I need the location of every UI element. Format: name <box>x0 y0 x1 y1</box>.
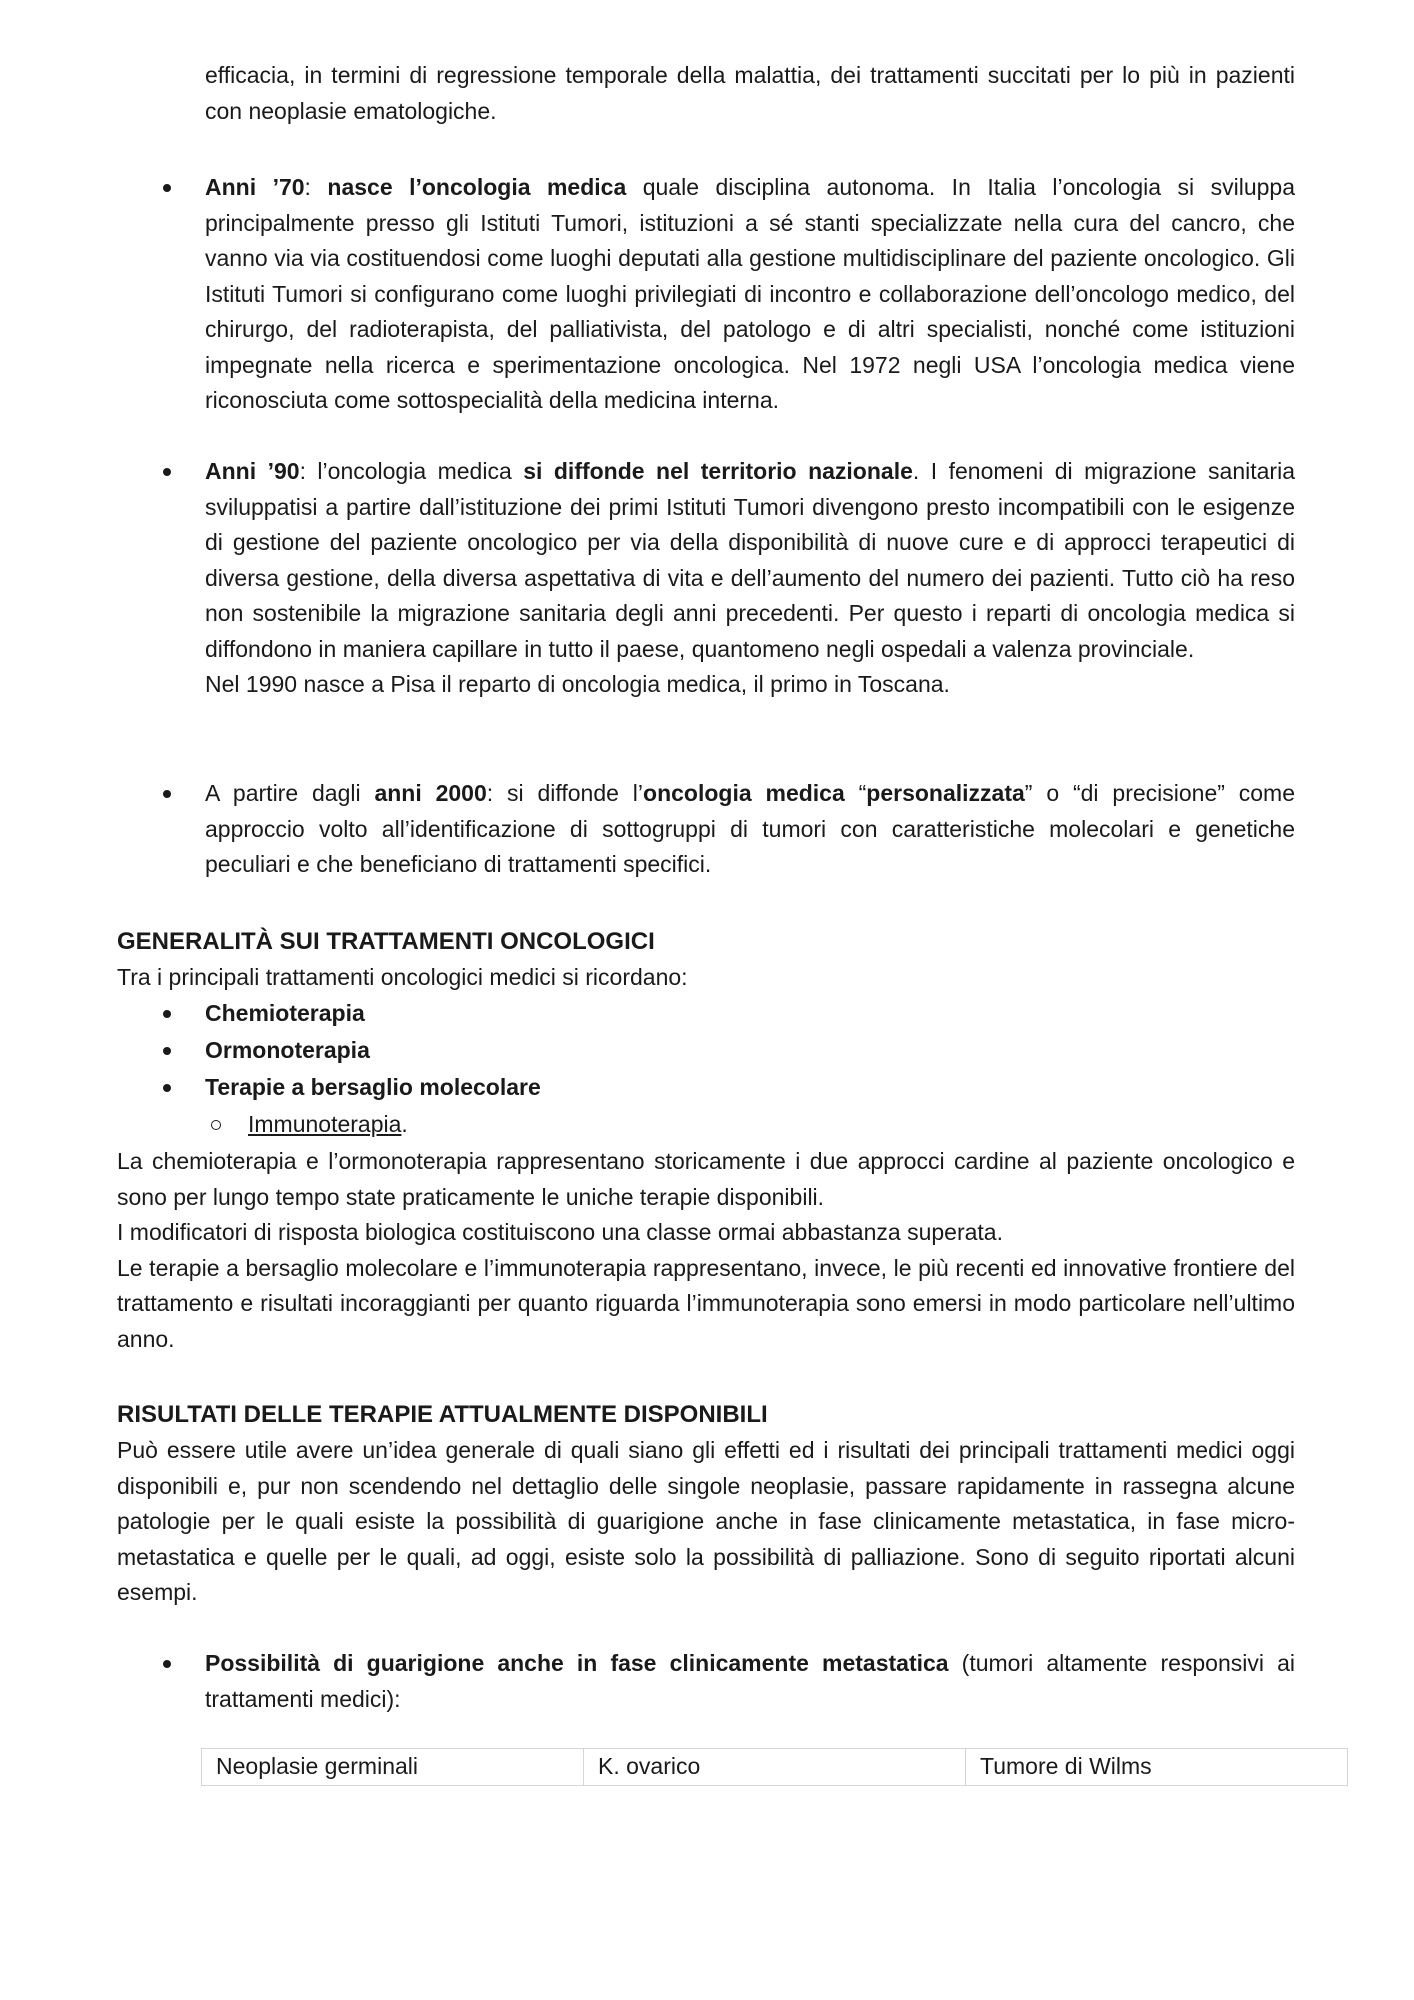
history-item-70s <box>205 170 1295 419</box>
results-paragraph: Può essere utile avere un’idea generale di quali siano gli effetti ed i risultati dei principali trattamenti medici oggi disponibili e, pur non scendendo nel dettaglio delle singole neoplasie, passare rapidamente in rassegna alcune patologie per le quali esiste la possibilità di guarigione anche in fase clinicamente metastatica, in fase micro-metastatica e quelle per le quali, ad oggi, esiste solo la possibilità di palliazione. Sono di seguito riportati alcuni esempi. <box>117 1437 1295 1605</box>
history-text: Anni ’70: nasce l’oncologia medica quale disciplina autonoma. In Italia l’oncologia si sviluppa principalmente presso gli Istituti Tumori, istituzioni a sé stanti specializzate nella cura del cancro, che vanno via via costituendosi come luoghi deputati alla gestione multidisciplinare del paziente oncologico. Gli Istituti Tumori si configurano come luoghi privilegiati di incontro e collaborazione dell’oncologo medico, del chirurgo, del radioterapista, del palliativista, del patologo e di altri specialisti, nonché come istituzioni impegnate nella ricerca e sperimentazione oncologica. Nel 1972 negli USA l’oncologia medica viene riconosciuta come sottospecialità della medicina interna. <box>205 174 1296 413</box>
history-extra-line: Nel 1990 nasce a Pisa il reparto di oncologia medica, il primo in Toscana. <box>205 671 950 697</box>
list-item: Terapie a bersaglio molecolare <box>205 1070 541 1107</box>
list-item: Ormonoterapia <box>205 1033 541 1070</box>
table-cell: Tumore di Wilms <box>966 1749 1348 1786</box>
paragraph: I modificatori di risposta biologica costituiscono una classe ormai abbastanza superata. <box>117 1219 1003 1245</box>
history-item-2000s <box>205 776 1295 883</box>
intro-paragraph: efficacia, in termini di regressione temporale della malattia, dei trattamenti succitati per lo più in pazienti con neoplasie ematologiche. <box>205 62 1295 124</box>
section-heading-results: RISULTATI DELLE TERAPIE ATTUALMENTE DISPONIBILI <box>117 1401 768 1428</box>
tumor-table <box>201 1748 1348 1786</box>
table-cell: Neoplasie germinali <box>202 1749 584 1786</box>
bullet-dot-icon <box>163 468 171 476</box>
paragraph: Le terapie a bersaglio molecolare e l’immunoterapia rappresentano, invece, le più recenti ed innovative frontiere del trattamento e risultati incoraggianti per quanto riguarda l’immunoterapia sono emersi in modo particolare nell’ultimo anno. <box>117 1254 1295 1352</box>
history-text: A partire dagli anni 2000: si diffonde l’oncologia medica “personalizzata” o “di precisione” come approccio volto all’identificazione di sottogruppi di tumori con caratteristiche molecolari e genetiche peculiari e che beneficiano di trattamenti specifici. <box>205 780 1296 877</box>
table-row <box>202 1749 1348 1786</box>
section-heading-treatments: GENERALITÀ SUI TRATTAMENTI ONCOLOGICI <box>117 928 655 955</box>
treatments-lead: Tra i principali trattamenti oncologici medici si ricordano: <box>117 964 688 990</box>
results-bullet-text: Possibilità di guarigione anche in fase clinicamente metastatica (tumori altamente responsivi ai trattamenti medici): <box>205 1650 1295 1712</box>
bullet-dot-icon <box>163 1010 171 1018</box>
sub-list-item: Immunoterapia. <box>205 1107 541 1144</box>
table-cell: K. ovarico <box>584 1749 966 1786</box>
bullet-dot-icon <box>163 1084 171 1092</box>
history-item-90s <box>205 454 1295 703</box>
list-item: Chemioterapia <box>205 996 541 1033</box>
treatments-list <box>205 996 541 1144</box>
results-bullet <box>205 1646 1295 1717</box>
paragraph: La chemioterapia e l’ormonoterapia rappresentano storicamente i due approcci cardine al paziente oncologico e sono per lungo tempo state praticamente le uniche terapie disponibili. <box>117 1148 1295 1210</box>
bullet-dot-icon <box>163 790 171 798</box>
history-text: Anni ’90: l’oncologia medica si diffonde nel territorio nazionale. I fenomeni di migrazione sanitaria sviluppatisi a partire dall’istituzione dei primi Istituti Tumori divengono presto incompatibili con le esigenze di gestione del paziente oncologico per via della disponibilità di nuove cure e di approcci terapeutici di diversa gestione, della diversa aspettativa di vita e dell’aumento del numero dei pazienti. Tutto ciò ha reso non sostenibile la migrazione sanitaria degli anni precedenti. Per questo i reparti di oncologia medica si diffondono in maniera capillare in tutto il paese, quantomeno negli ospedali a valenza provinciale. <box>205 458 1295 662</box>
bullet-dot-icon <box>163 1660 171 1668</box>
circle-bullet-icon <box>211 1120 221 1130</box>
treatments-body <box>117 1144 1295 1357</box>
bullet-dot-icon <box>163 184 171 192</box>
bullet-dot-icon <box>163 1047 171 1055</box>
